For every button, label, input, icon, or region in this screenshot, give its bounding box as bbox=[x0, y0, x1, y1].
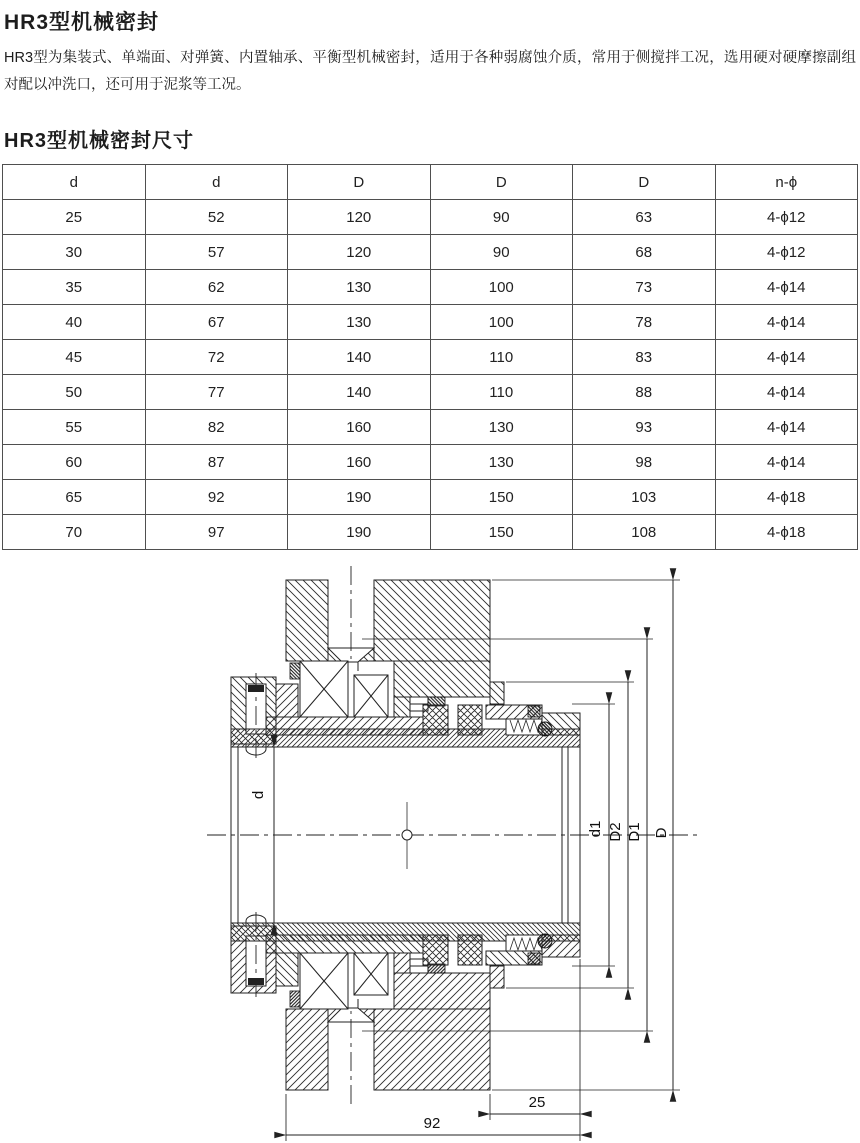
table-cell: 160 bbox=[288, 445, 431, 480]
dim-label-d1: d1 bbox=[587, 820, 604, 838]
table-cell: 4-ϕ14 bbox=[715, 445, 858, 480]
table-header-cell: D bbox=[573, 165, 716, 200]
table-row bbox=[3, 340, 858, 375]
gland-block bbox=[374, 580, 490, 661]
table-row bbox=[3, 410, 858, 445]
table-cell: 130 bbox=[430, 410, 573, 445]
dim-label-92: 92 bbox=[423, 1115, 441, 1132]
o-ring-seat bbox=[528, 706, 540, 717]
table-cell: 30 bbox=[3, 235, 146, 270]
table-cell: 40 bbox=[3, 305, 146, 340]
table-cell: 130 bbox=[430, 445, 573, 480]
table-cell: 70 bbox=[3, 515, 146, 550]
table-cell: 190 bbox=[288, 515, 431, 550]
table-cell: 50 bbox=[3, 375, 146, 410]
dim-label-d: d bbox=[250, 790, 267, 800]
table-cell: 65 bbox=[3, 480, 146, 515]
table-cell: 60 bbox=[3, 445, 146, 480]
o-ring bbox=[538, 722, 552, 736]
table-cell: 4-ϕ18 bbox=[715, 480, 858, 515]
seal-cross-section-drawing bbox=[2, 557, 860, 1143]
dim-label-D: D bbox=[653, 827, 670, 839]
center-symbol bbox=[402, 830, 412, 840]
table-cell: 63 bbox=[573, 200, 716, 235]
table-row bbox=[3, 515, 858, 550]
table-cell: 90 bbox=[430, 200, 573, 235]
table-header-cell: D bbox=[430, 165, 573, 200]
gland-step bbox=[490, 682, 504, 704]
table-cell: 190 bbox=[288, 480, 431, 515]
table-cell: 4-ϕ14 bbox=[715, 305, 858, 340]
table-cell: 120 bbox=[288, 235, 431, 270]
collar-ring bbox=[276, 684, 298, 717]
dim-label-D2: D2 bbox=[607, 822, 624, 842]
table-cell: 97 bbox=[145, 515, 288, 550]
table-cell: 25 bbox=[3, 200, 146, 235]
table-cell: 88 bbox=[573, 375, 716, 410]
table-header-cell: d bbox=[3, 165, 146, 200]
table-row bbox=[3, 200, 858, 235]
table-cell: 100 bbox=[430, 270, 573, 305]
table-cell: 77 bbox=[145, 375, 288, 410]
table-cell: 110 bbox=[430, 340, 573, 375]
dim-label-D1: D1 bbox=[626, 822, 643, 842]
table-cell: 83 bbox=[573, 340, 716, 375]
table-cell: 130 bbox=[288, 270, 431, 305]
table-row bbox=[3, 445, 858, 480]
table-cell: 93 bbox=[573, 410, 716, 445]
table-cell: 4-ϕ18 bbox=[715, 515, 858, 550]
table-cell: 98 bbox=[573, 445, 716, 480]
table-cell: 35 bbox=[3, 270, 146, 305]
gland-block bbox=[286, 580, 328, 661]
table-cell: 73 bbox=[573, 270, 716, 305]
table-cell: 82 bbox=[145, 410, 288, 445]
table-cell: 110 bbox=[430, 375, 573, 410]
table-cell: 150 bbox=[430, 480, 573, 515]
table-row bbox=[3, 235, 858, 270]
table-cell: 4-ϕ12 bbox=[715, 200, 858, 235]
rotating-seal-ring bbox=[423, 705, 448, 735]
table-header-cell: n-ϕ bbox=[715, 165, 858, 200]
gland-block bbox=[394, 661, 490, 697]
dimensions-table bbox=[2, 164, 858, 550]
table-row bbox=[3, 375, 858, 410]
table-cell: 103 bbox=[573, 480, 716, 515]
table-cell: 100 bbox=[430, 305, 573, 340]
table-cell: 92 bbox=[145, 480, 288, 515]
table-cell: 4-ϕ14 bbox=[715, 270, 858, 305]
table-cell: 87 bbox=[145, 445, 288, 480]
table-cell: 130 bbox=[288, 305, 431, 340]
stationary-seal-ring bbox=[458, 705, 482, 735]
table-cell: 72 bbox=[145, 340, 288, 375]
product-description: HR3型为集装式、单端面、对弹簧、内置轴承、平衡型机械密封，适用于各种弱腐蚀介质，常用于侧搅拌工况，选用硬对硬摩擦副组对配以冲洗口，还可用于泥浆等工况。 bbox=[4, 50, 856, 93]
table-title: HR3型机械密封尺寸 bbox=[4, 130, 195, 152]
table-cell: 57 bbox=[145, 235, 288, 270]
table-cell: 78 bbox=[573, 305, 716, 340]
table-row bbox=[3, 305, 858, 340]
seal-upper-half bbox=[231, 566, 580, 762]
table-header-cell: d bbox=[145, 165, 288, 200]
table-cell: 4-ϕ14 bbox=[715, 410, 858, 445]
table-cell: 4-ϕ12 bbox=[715, 235, 858, 270]
table-cell: 62 bbox=[145, 270, 288, 305]
page-title: HR3型机械密封 bbox=[4, 11, 160, 34]
table-cell: 68 bbox=[573, 235, 716, 270]
table-cell: 150 bbox=[430, 515, 573, 550]
table-cell: 160 bbox=[288, 410, 431, 445]
table-header-row bbox=[3, 165, 858, 200]
table-cell: 140 bbox=[288, 340, 431, 375]
table-cell: 120 bbox=[288, 200, 431, 235]
table-header-cell: D bbox=[288, 165, 431, 200]
table-cell: 140 bbox=[288, 375, 431, 410]
gland-block bbox=[394, 697, 410, 717]
table-cell: 90 bbox=[430, 235, 573, 270]
table-cell: 52 bbox=[145, 200, 288, 235]
table-row bbox=[3, 270, 858, 305]
table-cell: 67 bbox=[145, 305, 288, 340]
table-cell: 4-ϕ14 bbox=[715, 340, 858, 375]
table-cell: 55 bbox=[3, 410, 146, 445]
table-cell: 108 bbox=[573, 515, 716, 550]
table-cell: 4-ϕ14 bbox=[715, 375, 858, 410]
spacer-gasket bbox=[290, 663, 300, 679]
dim-label-25: 25 bbox=[528, 1094, 546, 1111]
table-cell: 45 bbox=[3, 340, 146, 375]
table-row bbox=[3, 480, 858, 515]
